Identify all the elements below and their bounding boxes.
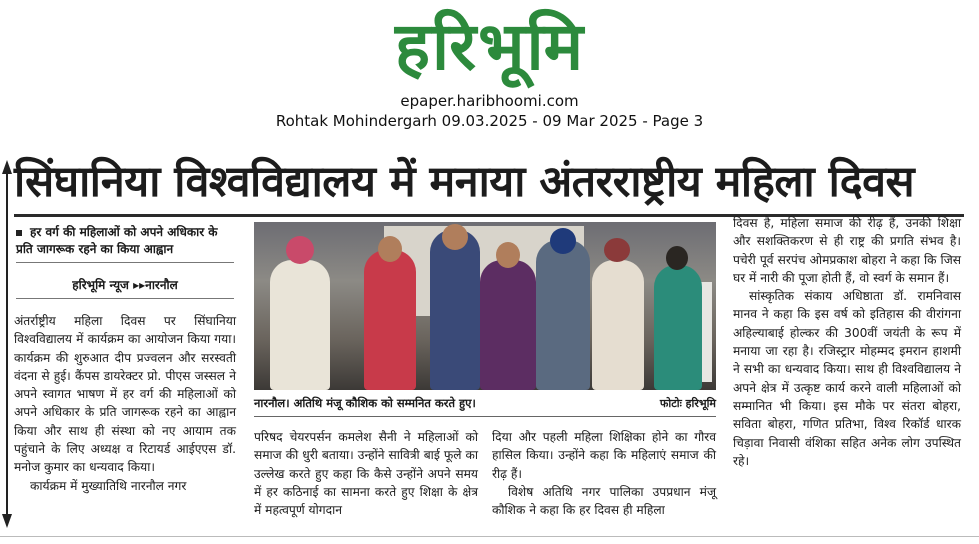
arrow-down-icon (2, 514, 12, 528)
paragraph: विशेष अतिथि नगर पालिका उपप्रधान मंजू कौशिक ने कहा कि हर दिवस ही महिला (492, 484, 716, 518)
photo-caption (254, 396, 716, 411)
column-4 (733, 214, 961, 470)
person (592, 260, 644, 390)
person (430, 230, 480, 390)
photo-credit: फोटोः हरिभूमि (659, 397, 716, 410)
caption-text: नारनौल। अतिथि मंजू कौशिक को सम्मनित करते हुए। (254, 396, 476, 410)
column-3 (492, 428, 716, 519)
person (654, 265, 702, 390)
paragraph: सांस्कृतिक संकाय अधिष्ठाता डॉ. रामनिवास मानव ने कहा कि इस वर्ष को इतिहास की वीरांगना अहिल्याबाई होल्कर की 300वीं जयंती के रूप में मनाया जा रहा है। रजिस्ट्रार मोहम्मद इमरान हाशमी ने सभी का धन्यवाद किया। साथ ही विश्वविद्यालय ने अपने क्षेत्र में उत्कृष्ट कार्य करने वाली महिलाओं को सम्मानित भी किया। इस मौके पर संतरा बोहरा, सविता बोहरा, गणित प्रतिभा, विश्व रिकॉर्ड धारक चिड़ावा निवासी वंशिका सहित अनेक लोग उपस्थित रहे। (733, 289, 961, 468)
edition-line: Rohtak Mohindergarh 09.03.2025 - 09 Mar 2025 - Page 3 (275, 112, 704, 130)
paragraph: दिया और पहली महिला शिक्षिका होने का गौरव हासिल किया। उन्होंने कहा कि महिलाएं समाज की रीढ़ हैं। (492, 430, 716, 481)
newspaper-logo: हरिभूमि (394, 8, 586, 85)
column-1 (14, 312, 236, 495)
person (364, 250, 416, 390)
event-photo (254, 222, 716, 390)
column-2 (254, 428, 478, 519)
article-headline: सिंघानिया विश्वविद्यालय में मनाया अंतरराष्ट्रीय महिला दिवस (14, 157, 915, 207)
person (270, 260, 330, 390)
deck-text: हर वर्ग की महिलाओं को अपने अधिकार के प्रति जागरूक रहने का किया आह्वान (16, 225, 218, 256)
person (536, 240, 590, 390)
person (480, 260, 536, 390)
site-url: epaper.haribhoomi.com (400, 92, 579, 110)
column-marker (2, 160, 12, 530)
arrow-up-icon (2, 160, 12, 174)
byline: हरिभूमि न्यूज ▸▸नारनौल (72, 278, 178, 292)
paragraph: कार्यक्रम में मुख्यातिथि नारनौल नगर (30, 478, 187, 493)
paragraph: परिषद चेयरपर्सन कमलेश सैनी ने महिलाओं को समाज की धुरी बताया। उन्होंने सावित्री बाई फूले का उल्लेख करते हुए कहा कि कैसे उन्होंने अपने समय में हर कठिनाई का सामना करते हुए शिक्षा के क्षेत्र में महत्वपूर्ण योगदान (254, 430, 478, 518)
paragraph: दिवस है, महिला समाज की रीढ़ हैं, उनकी शिक्षा और सशक्तिकरण से ही राष्ट्र की प्रगति संभव है। पचेरी पूर्व सरपंच ओमप्रकाश बोहरा ने कहा कि जिस घर में नारी की पूजा होती हैं, वो स्वर्ग के समान हैं। (733, 216, 961, 285)
paragraph: अंतर्राष्ट्रीय महिला दिवस पर सिंघानिया विश्वविद्यालय में कार्यक्रम का आयोजन किया गया। कार्यक्रम की शुरुआत दीप प्रज्वलन और सरस्वती वंदना से हुई। कैंपस डायरेक्टर प्रो. पीएस जस्सल ने अपने स्वागत भाषण में हर वर्ग की महिलाओं को अपने अधिकार के प्रति जागरूक रहने का आह्वान किया और साथ ही संस्था को नए आयाम तक पहुंचाने के लिए अध्यक्ष व रिटायर्ड आईएएस डॉ. मनोज कुमार का धन्यवाद किया। (14, 314, 236, 475)
article-deck (16, 224, 234, 258)
bullet-icon (16, 230, 22, 236)
